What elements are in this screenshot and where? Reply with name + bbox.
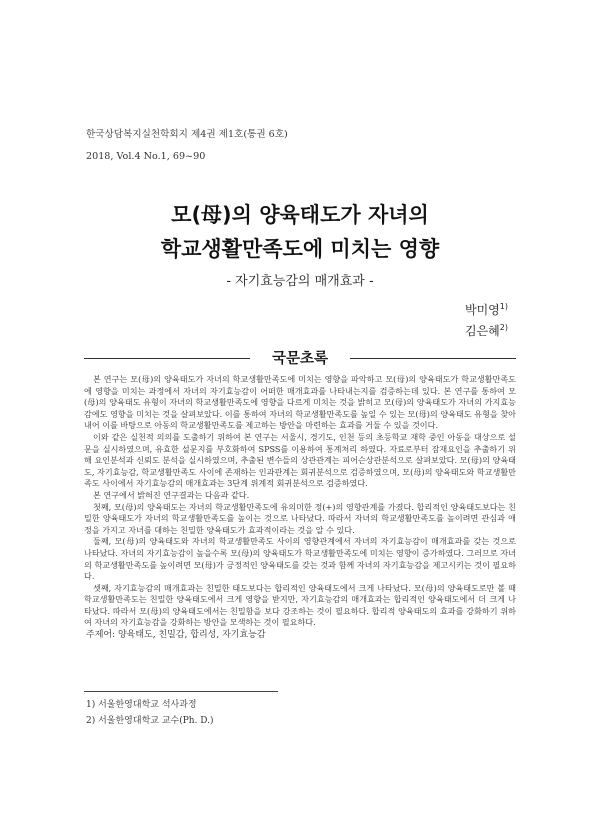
author-footnote-mark: 2): [499, 323, 508, 332]
paper-title-line2: 학교생활만족도에 미치는 영향: [160, 237, 440, 261]
journal-name: 한국상담복지실천학회지 제4권 제1호(통권 6호): [86, 129, 288, 140]
author-2: [465, 319, 508, 340]
author-1: [465, 298, 508, 319]
author-footnote-mark: 1): [499, 302, 508, 311]
footnotes: [86, 697, 214, 729]
abstract-paragraph: 본 연구에서 밝혀진 연구결과는 다음과 같다.: [93, 489, 250, 500]
footnote-divider: [84, 691, 278, 692]
abstract-paragraph: 셋째, 자기효능감의 매개효과는 친밀한 태도보다는 합리적인 양육태도에서 크게 나타났다. 모(母)의 양육태도로만 볼 때 학교생활만족도는 친밀한 양육태도에서 크게 영향을 받지만, 자기효능감의 매개효과는 합리적인 양육태도에서 더 크게 나타났다. 따라서 모(母)의 양육태도에서는 친밀함을 보다 강조하는 것이 필요하다. 합리적 양육태도의 효과를 강화하기 위하여 자녀의 자기효능감을 강화하는 방안을 모색하는 것이 필요하다.: [84, 582, 516, 628]
abstract-heading-text: 국문초록: [264, 351, 336, 367]
author-name: 박미영: [465, 303, 500, 317]
footnote-2: 2) 서울한영대학교 교수(Ph. D.): [86, 716, 214, 726]
journal-header: [86, 124, 288, 168]
keywords: 주제어: 양육태도, 친밀감, 합리성, 자기효능감: [86, 630, 266, 640]
abstract-paragraph: 본 연구는 모(母)의 양육태도가 자녀의 학교생활만족도에 미치는 영향을 파악하고 모(母)의 양육태도가 학교생활만족도에 영향을 미치는 과정에서 자녀의 자기효능감이 어떠한 매개효과를 나타내는지를 검증하는데 있다. 본 연구를 통하여 모(母)의 양육태도 유형이 자녀의 학교생활만족도에 영향을 다르게 미치는 것을 밝히고 모(母)의 양육태도가 자녀의 가지효능감에도 영향을 미치는 것을 살펴보았다. 이를 통하여 자녀의 학교생활만족도를 높일 수 있는 모(母)의 양육태도 유형을 찾아내어 이를 바탕으로 아동의 학교생활만족도를 제고하는 방안을 마련하는 효과를 거둘 수 있을 것이다.: [84, 374, 516, 431]
author-list: [465, 298, 508, 340]
paper-subtitle: - 자기효능감의 매개효과 -: [226, 274, 374, 289]
abstract-paragraph: 둘째, 모(母)의 양육태도와 자녀의 학교생활만족도 사이의 영향관계에서 자녀의 자기효능감이 매개효과를 갖는 것으로 나타났다. 자녀의 자기효능감이 높을수록 모(母)의 양육태도가 학교생활만족도에 미치는 영향이 증가하였다. 그러므로 자녀의 학교생활만족도를 높이려면 모(母)가 긍정적인 양육태도를 갖는 것과 함께 자녀의 자기효능감을 제고시키는 것이 필요하다.: [84, 536, 516, 582]
abstract-heading: [0, 347, 600, 368]
journal-issue: 2018, Vol.4 No.1, 69~90: [86, 151, 206, 162]
paper-title-line1: 모(母)의 양육태도가 자녀의: [171, 203, 429, 227]
author-name: 김은혜: [465, 324, 500, 338]
abstract-paragraph: 첫째, 모(母)의 양육태도는 자녀의 학교생활만족도에 유의미한 정(+)의 영향관계를 가졌다. 합리적인 양육태도보다는 친밀한 양육태도가 자녀의 학교생활만족도를 높이는 것으로 나타났다. 따라서 자녀의 학교생활만족도를 높이려면 관심과 애정을 가지고 자녀를 대하는 친밀한 양육태도가 효과적이라는 것을 알 수 있다.: [84, 501, 516, 535]
abstract-paragraph: 이와 같은 실천적 의의를 도출하기 위하여 본 연구는 서울시, 경기도, 인천 등의 초등학교 재학 중인 아동을 대상으로 설문을 실시하였으며, 유효한 설문지를 부호화하여 SPSS를 이용하여 통계처리 하였다. 자료로부터 잠재요인을 추출하기 위해 요인분석과 신뢰도 분석을 실시하였으며, 추출된 변수들의 상관관계는 피어슨상관분석으로 살펴보았다. 모(母)의 양육태도, 자기효능감, 학교생활만족도 사이에 존재하는 인과관계는 회귀분석으로 검증하였으며, 모(母)의 양육태도와 학교생활만족도 사이에서 자기효능감의 매개효과는 3단계 위계적 회귀분석으로 검증하였다.: [84, 431, 516, 489]
footnote-1: 1) 서울한영대학교 석사과정: [86, 700, 197, 710]
abstract-body: [84, 374, 516, 629]
